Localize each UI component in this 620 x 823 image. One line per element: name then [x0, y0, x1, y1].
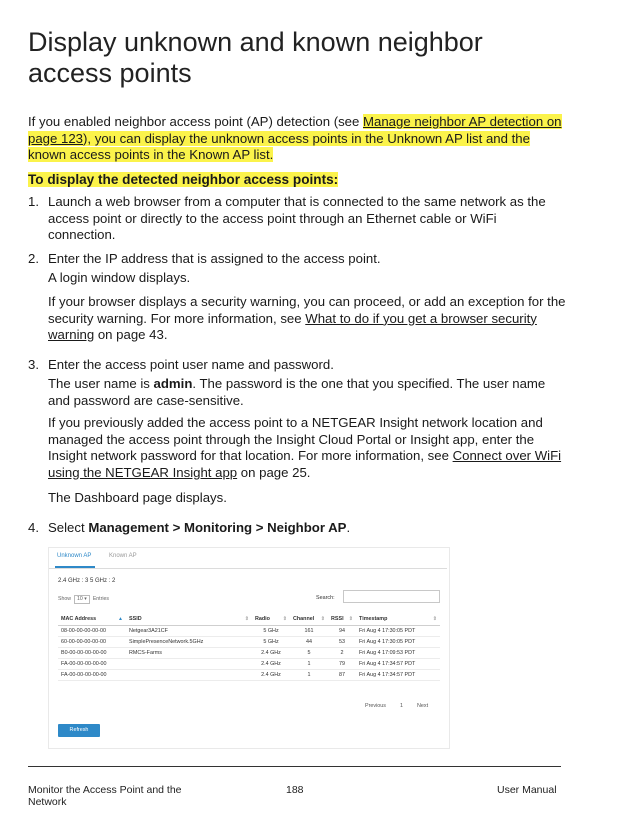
page-number: 188 — [286, 784, 304, 796]
step-2-sub2: If your browser displays a security warning, you can proceed, or add an exception for the security warning. For more information, see What to do if you get a browser security warning on page 43. — [48, 294, 566, 342]
step-1-text: Launch a web browser from a computer that is connected to the same network as the access point or directly to the access point through an Ethernet cable or WiFi connection. — [48, 194, 546, 242]
neighbor-ap-table — [58, 612, 440, 681]
footer-doc-title: User Manual — [497, 784, 557, 796]
search-input[interactable] — [343, 590, 440, 603]
column-header[interactable]: Timestamp ⇕ — [356, 612, 440, 626]
sort-asc-icon: ▲ — [118, 615, 123, 622]
footer-section: Monitor the Access Point and the Network — [28, 784, 182, 808]
sort-icon: ⇕ — [244, 615, 249, 622]
insight-app-link[interactable]: Connect over WiFi using the NETGEAR Insight app — [48, 448, 562, 480]
sort-icon: ⇕ — [432, 615, 437, 622]
table-row: 08-00-00-00-00-00 Netgear3A21CF 5 GHz 161 94 Fri Aug 4 17:30:05 PDT — [58, 626, 440, 637]
footer-divider — [28, 766, 561, 767]
column-header[interactable]: Channel ⇕ — [290, 612, 328, 626]
page-title — [28, 27, 588, 89]
title-line-2: access points — [28, 58, 192, 88]
column-header[interactable]: Radio ⇕ — [252, 612, 290, 626]
tab-bar — [49, 548, 447, 569]
table-row: B0-00-00-00-00-00 RMCS-Farms 2.4 GHz 5 2 Fri Aug 4 17:09:53 PDT — [58, 648, 440, 659]
entries-select[interactable]: 10 ▾ — [74, 595, 90, 604]
neighbor-ap-screenshot — [48, 547, 450, 749]
title-line-1: Display unknown and known neighbor — [28, 27, 483, 57]
step-number: 4. — [28, 520, 39, 535]
step-2-text: Enter the IP address that is assigned to the access point. — [48, 251, 381, 266]
manage-neighbor-link[interactable]: Manage neighbor AP detection on page 123 — [28, 114, 562, 146]
pagination — [365, 703, 442, 709]
sort-icon: ⇕ — [320, 615, 325, 622]
table-row: 60-00-00-00-00-00 SimplePresenceNetwork.5GHz 5 GHz 44 53 Fri Aug 4 17:30:05 PDT — [58, 637, 440, 648]
table-row: FA-00-00-00-00-00 2.4 GHz 1 87 Fri Aug 4 17:34:57 PDT — [58, 670, 440, 681]
show-entries: Show 10 ▾ Entries — [58, 596, 109, 602]
step-number: 2. — [28, 251, 39, 266]
column-header[interactable]: MAC Address ▲ — [58, 612, 126, 626]
tab-known-ap[interactable]: Known AP — [109, 553, 137, 559]
refresh-button[interactable]: Refresh — [58, 724, 100, 737]
step-2-sub1: A login window displays. — [48, 270, 191, 285]
chevron-down-icon: ▾ — [84, 596, 87, 602]
step-4-text: Select Management > Monitoring > Neighbor AP. — [48, 520, 351, 535]
search-label: Search: — [316, 595, 335, 601]
browser-warning-link[interactable]: What to do if you get a browser security warning — [48, 310, 537, 342]
step-3-sub1: The user name is admin. The password is the one that you specified. The user name and password are case-sensitive. — [48, 376, 546, 408]
step-number: 3. — [28, 357, 39, 372]
column-header[interactable]: RSSI ⇕ — [328, 612, 356, 626]
sort-icon: ⇕ — [348, 615, 353, 622]
procedure-lead: To display the detected neighbor access points: — [28, 172, 339, 187]
band-counts: 2.4 GHz : 3 5 GHz : 2 — [58, 578, 116, 584]
column-header[interactable]: SSID ⇕ — [126, 612, 252, 626]
table-row: FA-00-00-00-00-00 2.4 GHz 1 79 Fri Aug 4 17:34:57 PDT — [58, 659, 440, 670]
sort-icon: ⇕ — [282, 615, 287, 622]
tab-unknown-ap[interactable]: Unknown AP — [57, 553, 92, 559]
step-number: 1. — [28, 194, 39, 209]
next-page-button[interactable]: Next — [416, 703, 429, 709]
table-header-row — [58, 612, 440, 626]
intro-paragraph: If you enabled neighbor access point (AP) detection (see Manage neighbor AP detection on page 123), you can display the unknown access points in the Unknown AP list and the known access points in the Known AP list. — [28, 114, 562, 162]
step-3-sub3: The Dashboard page displays. — [48, 490, 227, 505]
step-3-text: Enter the access point user name and password. — [48, 357, 334, 372]
active-tab-indicator — [55, 566, 95, 568]
page-number[interactable]: 1 — [399, 703, 403, 709]
previous-page-button[interactable]: Previous — [365, 703, 386, 709]
step-3-sub2: If you previously added the access point to a NETGEAR Insight network location and managed the access point through the Insight Cloud Portal or Insight app, enter the Insight network password for that location. For more information, see Connect over WiFi using the NETGEAR Insight app on page 25. — [48, 415, 562, 480]
